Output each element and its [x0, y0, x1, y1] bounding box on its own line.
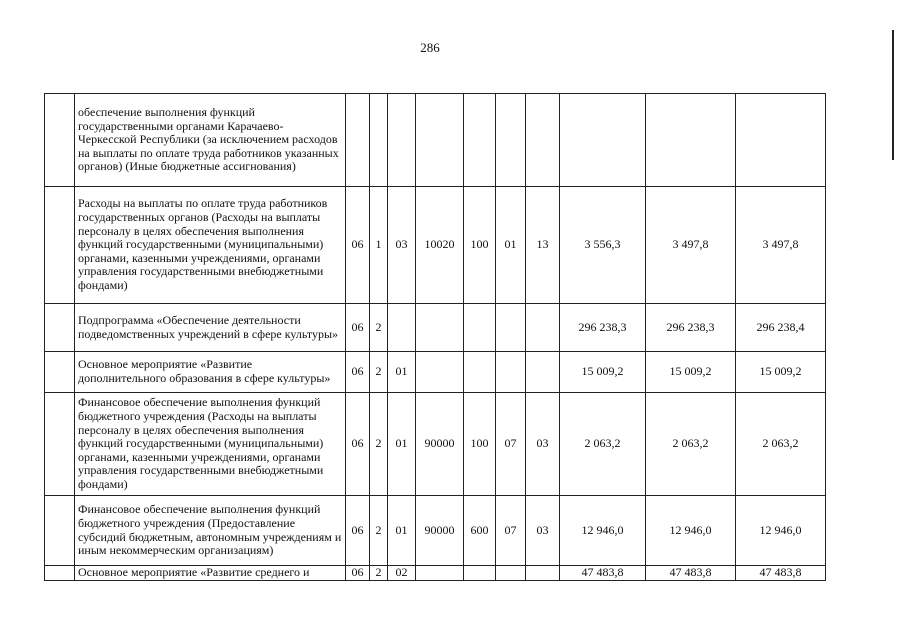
- code-cell-c5: 100: [464, 187, 496, 304]
- amount-cell-v1: 12 946,0: [560, 496, 646, 566]
- code-cell-c4: 90000: [416, 496, 464, 566]
- code-cell-c6: [496, 566, 526, 581]
- row-margin-cell: [45, 187, 75, 304]
- code-cell-c1: 06: [346, 566, 370, 581]
- amount-cell-v2: [646, 94, 736, 187]
- amount-cell-v1: 296 238,3: [560, 304, 646, 352]
- row-margin-cell: [45, 94, 75, 187]
- code-cell-c2: 2: [370, 566, 388, 581]
- table-row: [45, 187, 826, 304]
- code-cell-c1: 06: [346, 187, 370, 304]
- row-description: Подпрограмма «Обеспечение деятельности подведомственных учреждений в сфере культуры»: [75, 304, 346, 352]
- code-cell-c7: [526, 94, 560, 187]
- code-cell-c2: 2: [370, 352, 388, 393]
- amount-cell-v3: 15 009,2: [736, 352, 826, 393]
- code-cell-c5: [464, 352, 496, 393]
- code-cell-c1: [346, 94, 370, 187]
- code-cell-c6: [496, 304, 526, 352]
- code-cell-c4: [416, 566, 464, 581]
- code-cell-c3: 02: [388, 566, 416, 581]
- code-cell-c5: [464, 304, 496, 352]
- table-row: [45, 352, 826, 393]
- code-cell-c2: [370, 94, 388, 187]
- code-cell-c6: 07: [496, 496, 526, 566]
- scan-edge-mark: [892, 30, 894, 160]
- code-cell-c7: 03: [526, 393, 560, 496]
- code-cell-c6: 01: [496, 187, 526, 304]
- code-cell-c3: 01: [388, 352, 416, 393]
- code-cell-c3: 01: [388, 496, 416, 566]
- code-cell-c5: [464, 94, 496, 187]
- code-cell-c7: [526, 352, 560, 393]
- code-cell-c6: [496, 352, 526, 393]
- amount-cell-v1: [560, 94, 646, 187]
- code-cell-c4: [416, 304, 464, 352]
- amount-cell-v2: 296 238,3: [646, 304, 736, 352]
- row-description: Основное мероприятие «Развитие дополнительного образования в сфере культуры»: [75, 352, 346, 393]
- amount-cell-v1: 3 556,3: [560, 187, 646, 304]
- code-cell-c3: 01: [388, 393, 416, 496]
- code-cell-c7: [526, 304, 560, 352]
- code-cell-c7: [526, 566, 560, 581]
- amount-cell-v2: 47 483,8: [646, 566, 736, 581]
- amount-cell-v2: 12 946,0: [646, 496, 736, 566]
- amount-cell-v2: 3 497,8: [646, 187, 736, 304]
- amount-cell-v1: 47 483,8: [560, 566, 646, 581]
- table-row: [45, 94, 826, 187]
- code-cell-c1: 06: [346, 304, 370, 352]
- page-number: 286: [420, 40, 440, 55]
- code-cell-c2: 2: [370, 393, 388, 496]
- row-margin-cell: [45, 393, 75, 496]
- code-cell-c1: 06: [346, 496, 370, 566]
- code-cell-c4: [416, 94, 464, 187]
- code-cell-c4: 90000: [416, 393, 464, 496]
- amount-cell-v3: 3 497,8: [736, 187, 826, 304]
- amount-cell-v3: [736, 94, 826, 187]
- amount-cell-v1: 2 063,2: [560, 393, 646, 496]
- row-margin-cell: [45, 304, 75, 352]
- code-cell-c7: 03: [526, 496, 560, 566]
- row-margin-cell: [45, 352, 75, 393]
- amount-cell-v3: 47 483,8: [736, 566, 826, 581]
- code-cell-c2: 1: [370, 187, 388, 304]
- table-row: [45, 304, 826, 352]
- table-row: [45, 496, 826, 566]
- row-description: Финансовое обеспечение выполнения функций бюджетного учреждения (Расходы на выплаты персоналу в целях обеспечения выполнения функций государственными (муниципальными) органами, казенными учреждениями, органами управления государственными внебюджетными фондами): [75, 393, 346, 496]
- amount-cell-v3: 2 063,2: [736, 393, 826, 496]
- code-cell-c5: 600: [464, 496, 496, 566]
- code-cell-c2: 2: [370, 304, 388, 352]
- code-cell-c2: 2: [370, 496, 388, 566]
- amount-cell-v2: 2 063,2: [646, 393, 736, 496]
- code-cell-c7: 13: [526, 187, 560, 304]
- code-cell-c3: [388, 304, 416, 352]
- row-margin-cell: [45, 496, 75, 566]
- row-description: Расходы на выплаты по оплате труда работников государственных органов (Расходы на выплаты персоналу в целях обеспечения выполнения функций государственными (муниципальными) органами, казенными учреждениями, органами управления государственными внебюджетными фондами): [75, 187, 346, 304]
- code-cell-c5: 100: [464, 393, 496, 496]
- code-cell-c1: 06: [346, 393, 370, 496]
- code-cell-c3: [388, 94, 416, 187]
- code-cell-c4: 10020: [416, 187, 464, 304]
- row-description: обеспечение выполнения функций государственными органами Карачаево-Черкесской Республики (за исключением расходов на выплаты по оплате труда работников указанных органов) (Иные бюджетные ассигнования): [75, 94, 346, 187]
- amount-cell-v2: 15 009,2: [646, 352, 736, 393]
- code-cell-c6: [496, 94, 526, 187]
- table-row: [45, 566, 826, 581]
- code-cell-c1: 06: [346, 352, 370, 393]
- code-cell-c6: 07: [496, 393, 526, 496]
- code-cell-c5: [464, 566, 496, 581]
- code-cell-c3: 03: [388, 187, 416, 304]
- table-row: [45, 393, 826, 496]
- row-margin-cell: [45, 566, 75, 581]
- amount-cell-v1: 15 009,2: [560, 352, 646, 393]
- row-description: Финансовое обеспечение выполнения функций бюджетного учреждения (Предоставление субсидий бюджетным, автономным учреждениям и иным некоммерческим организациям): [75, 496, 346, 566]
- row-description: Основное мероприятие «Развитие среднего и: [75, 566, 346, 581]
- amount-cell-v3: 12 946,0: [736, 496, 826, 566]
- amount-cell-v3: 296 238,4: [736, 304, 826, 352]
- budget-table: [44, 93, 826, 581]
- code-cell-c4: [416, 352, 464, 393]
